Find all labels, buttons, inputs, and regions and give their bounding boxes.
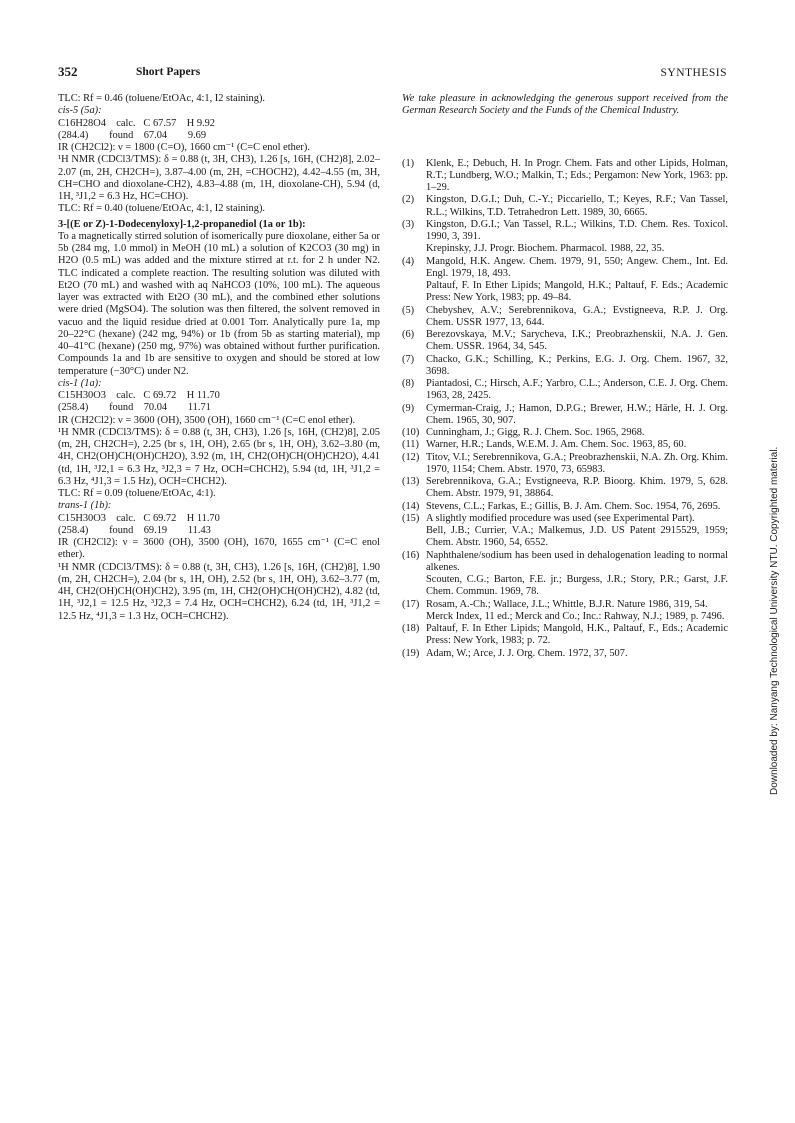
analysis-calc: C15H30O3 calc. C 69.72 H 11.70 xyxy=(58,512,220,524)
ir-line: IR (CH2Cl2): ν = 3600 (OH), 3500 (OH), 1670, 1655 cm⁻¹ (C=C enol ether). xyxy=(58,537,380,561)
nmr-paragraph: ¹H NMR (CDCl3/TMS): δ = 0.88 (t, 3H, CH3), 1.26 [s, 16H, (CH2)8], 1.90 (m, 2H, CH2CH=), 2.04 (br s, 1H, OH), 2.52 (br s, 1H, OH), 3.62–3.77 (m, 4H, CH2(OH)CH(OH)CH2), 3.95 (m, 1H, CH2(OH)CH(OH)CH2), 4.82 (td, 1H, ³J2,1 = 12.5 Hz, ³J2,3 = 7.4 Hz, OCH=CHCH2), 6.24 (td, 1H, ³J1,2 = 12.5 Hz, ⁴J1,3 = 1.3 Hz, OCH=CHCH2). xyxy=(58,561,380,622)
reference-item xyxy=(402,194,728,219)
reference-number: (8) xyxy=(402,378,415,389)
analysis-found: (258.4) found 69.19 11.43 xyxy=(58,524,211,536)
reference-item xyxy=(402,219,728,256)
reference-text: Berezovskaya, M.V.; Sarycheva, I.K.; Preobrazhenskii, N.A. J. Gen. Chem. USSR. 1964, 34, 545. xyxy=(426,329,728,353)
analysis-found: (258.4) found 70.04 11.71 xyxy=(58,402,211,414)
reference-item xyxy=(402,354,728,379)
reference-number: (9) xyxy=(402,402,415,414)
reference-item xyxy=(402,550,728,599)
ir-line: IR (CH2Cl2): ν = 3600 (OH), 3500 (OH), 1660 cm⁻¹ (C=C enol ether). xyxy=(58,414,356,426)
reference-number: (16) xyxy=(402,549,420,561)
reference-number: (5) xyxy=(402,304,415,316)
reference-text: Titov, V.I.; Serebrennikova, G.A.; Preobrazhenskii, N.A. Zh. Org. Khim. 1970, 1154; Chem. Abstr. 1970, 73, 65983. xyxy=(426,451,728,475)
reference-item xyxy=(402,599,728,624)
reference-number: (11) xyxy=(402,439,419,451)
compound-heading: cis-1 (1a): xyxy=(58,377,102,389)
download-watermark xyxy=(769,295,785,795)
reference-text: Cunningham, J.; Gigg, R. J. Chem. Soc. 1965, 2968. xyxy=(426,427,645,438)
reference-number: (12) xyxy=(402,451,420,463)
reference-item xyxy=(402,329,728,354)
reference-item xyxy=(402,158,728,195)
reference-text: Warner, H.R.; Lands, W.E.M. J. Am. Chem. Soc. 1963, 85, 60. xyxy=(426,439,687,451)
acknowledgement: We take pleasure in acknowledging the generous support received from the German Research Society and the Funds of the Chemical Industry. xyxy=(402,93,728,117)
reference-number: (1) xyxy=(402,157,415,169)
reference-text: Kingston, D.G.I.; Van Tassel, R.L.; Wilkins, T.D. Chem. Res. Toxicol. 1990, 3, 391. xyxy=(426,218,728,242)
reference-item xyxy=(402,403,728,428)
tlc-line: TLC: Rf = 0.46 (toluene/EtOAc, 4:1, I2 staining). xyxy=(58,93,266,104)
reference-item xyxy=(402,378,728,403)
reference-list xyxy=(402,158,728,660)
journal-name: SYNTHESIS xyxy=(660,67,727,79)
reference-number: (13) xyxy=(402,476,420,487)
reference-item xyxy=(402,476,728,501)
reference-item xyxy=(402,305,728,330)
reference-text: Mangold, H.K. Angew. Chem. 1979, 91, 550; Angew. Chem., Int. Ed. Engl. 1979, 18, 493. xyxy=(426,255,728,279)
reference-item xyxy=(402,501,728,513)
reference-text: Bell, J.B.; Currier, V.A.; Malkemus, J.D. US Patent 2915529, 1959; Chem. Abstr. 1960, 54, 6552. xyxy=(426,525,728,549)
procedure-paragraph: To a magnetically stirred solution of isomerically pure dioxolane, either 5a or 5b (284 mg, 1.0 mmol) in MeOH (10 mL) a solution of K2CO3 (30 mg) in H2O (0.5 mL) was added and the mixture stirred at r.t. for 2 h under N2. TLC indicated a complete reaction. The resulting solution was diluted with Et2O (70 mL) and washed with aq NaHCO3 (10%, 100 mL). The aqueous layer was extracted with Et2O (30 mL), and the combined ether solutions were dried (MgSO4). The solution was then filtered, the solvent removed in vacuo and the liquid residue dried at 0.001 Torr. Analytically pure 1a, mp 20–22°C (hexane) (242 mg, 94%) or 1b (from 5b as starting material), mp 40–41°C (hexane) (250 mg, 97%) was obtained without further purification. Compounds 1a and 1b are sensitive to oxygen and should be stored at low temperature (−30°C) under N2. xyxy=(58,230,380,377)
compound-heading: trans-1 (1b): xyxy=(58,500,112,512)
analysis-found: (284.4) found 67.04 9.69 xyxy=(58,129,207,141)
ir-line: IR (CH2Cl2): ν = 1800 (C=O), 1660 cm⁻¹ (C=C enol ether). xyxy=(58,142,310,153)
reference-text: Chebyshev, A.V.; Serebrennikova, G.A.; Evstigneeva, R.P. J. Org. Chem. USSR 1977, 13, 644. xyxy=(426,304,728,328)
reference-item xyxy=(402,427,728,439)
reference-item xyxy=(402,452,728,477)
reference-text: A slightly modified procedure was used (see Experimental Part). xyxy=(426,512,695,524)
reference-item xyxy=(402,439,728,451)
reference-text: Adam, W.; Arce, J. J. Org. Chem. 1972, 37, 507. xyxy=(426,647,628,659)
reference-text: Paltauf, F. In Ether Lipids; Mangold, H.K.; Paltauf, F. Eds.; Academic Press: New York, 1983; pp. 49–84. xyxy=(426,280,728,304)
reference-number: (4) xyxy=(402,255,415,267)
reference-text: Kingston, D.G.I.; Duh, C.-Y.; Piccariello, T.; Keyes, R.F.; Van Tassel, R.L.; Wilkins, T.D. Tetrahedron Lett. 1989, 30, 6665. xyxy=(426,194,728,218)
tlc-line: TLC: Rf = 0.40 (toluene/EtOAc, 4:1, I2 staining). xyxy=(58,203,266,215)
reference-number: (15) xyxy=(402,512,420,524)
reference-item xyxy=(402,648,728,660)
reference-text: Cymerman-Craig, J.; Hamon, D.P.G.; Brewer, H.W.; Härle, H. J. Org. Chem. 1965, 30, 907. xyxy=(426,402,728,426)
reference-text: Rosam, A.-Ch.; Wallace, J.L.; Whittle, B.J.R. Nature 1986, 319, 54. xyxy=(426,598,708,610)
reference-number: (19) xyxy=(402,647,420,659)
reference-text: Naphthalene/sodium has been used in dehalogenation leading to normal alkenes. xyxy=(426,549,728,573)
analysis-calc: C16H28O4 calc. C 67.57 H 9.92 xyxy=(58,117,216,129)
reference-number: (14) xyxy=(402,500,420,512)
reference-number: (3) xyxy=(402,218,415,230)
nmr-paragraph: ¹H NMR (CDCl3/TMS): δ = 0.88 (t, 3H, CH3), 1.26 [s, 16H, (CH2)8], 2.02–2.07 (m, 2H, CH2CH=), 3.87–4.00 (m, 2H, =CHOCH2), 4.42–4.55 (m, 3H, CH=CHO and dioxolane-CH2), 4.83–4.88 (m, 1H, dioxolane-CH), 5.94 (d, 1H, ³J1,2 = 6.3 Hz, HC=CHO). xyxy=(58,154,380,202)
reference-text: Stevens, C.L.; Farkas, E.; Gillis, B. J. Am. Chem. Soc. 1954, 76, 2695. xyxy=(426,500,721,512)
nmr-paragraph: ¹H NMR (CDCl3/TMS): δ = 0.88 (t, 3H, CH3), 1.26 [s, 16H, (CH2)8], 2.05 (m, 2H, CH2CH=), 2.25 (br s, 1H, OH), 2.65 (br s, 1H, OH), 3.62–3.80 (m, 4H, CH2(OH)CH(OH)CH2O), 3.92 (m, 1H, CH2(OH)CH(OH)CH2O), 4.41 (td, 1H, ³J2,1 = 6.3 Hz, ³J2,3 = 7 Hz, OCH=CHCH2), 5.94 (td, 1H, ³J1,2 = 6.3 Hz, ⁴J1,3 = 1.5 Hz), OCH=CHCH2). xyxy=(58,426,380,487)
reference-number: (18) xyxy=(402,623,420,634)
reference-number: (6) xyxy=(402,329,415,340)
reference-item xyxy=(402,513,728,550)
analysis-calc: C15H30O3 calc. C 69.72 H 11.70 xyxy=(58,390,220,401)
reference-item xyxy=(402,256,728,305)
section-heading: 3-[(E or Z)-1-Dodecenyloxy]-1,2-propanediol (1a or 1b): xyxy=(58,218,306,230)
reference-text: Merck Index, 11 ed.; Merck and Co.; Inc.: Rahway, N.J.; 1989, p. 7496. xyxy=(426,610,725,622)
reference-text: Klenk, E.; Debuch, H. In Progr. Chem. Fats and other Lipids, Holman, R.T.; Lundberg, W.O.; Malkin, T.; Eds.; Pergamon: New York, 1963: pp. 1–29. xyxy=(426,157,728,193)
right-column xyxy=(402,93,728,660)
reference-number: (7) xyxy=(402,353,415,365)
reference-number: (17) xyxy=(402,598,420,610)
left-column xyxy=(58,93,380,623)
compound-heading: cis-5 (5a): xyxy=(58,105,102,117)
reference-number: (2) xyxy=(402,194,415,206)
reference-text: Krepinsky, J.J. Progr. Biochem. Pharmacol. 1988, 22, 35. xyxy=(426,243,665,255)
reference-text: Chacko, G.K.; Schilling, K.; Perkins, E.G. J. Org. Chem. 1967, 32, 3698. xyxy=(426,353,728,377)
page-number: 352 xyxy=(58,64,78,79)
reference-number: (10) xyxy=(402,427,420,438)
reference-text: Piantadosi, C.; Hirsch, A.F.; Yarbro, C.L.; Anderson, C.E. J. Org. Chem. 1963, 28, 2425. xyxy=(426,378,728,402)
download-notice: Downloaded by: Nanyang Technological University NTU. Copyrighted material. xyxy=(769,446,780,795)
reference-text: Serebrennikova, G.A.; Evstigneeva, R.P. Bioorg. Khim. 1979, 5, 628. Chem. Abstr. 1979, 91, 38864. xyxy=(426,476,728,500)
section-title: Short Papers xyxy=(136,66,201,78)
reference-text: Paltauf, F. In Ether Lipids; Mangold, H.K., Paltauf, F., Eds.; Academic Press: New York, 1983; p. 72. xyxy=(426,623,728,647)
tlc-line: TLC: Rf = 0.09 (toluene/EtOAc, 4:1). xyxy=(58,488,216,499)
reference-item xyxy=(402,623,728,648)
reference-text: Scouten, C.G.; Barton, F.E. jr.; Burgess, J.R.; Story, P.R.; Garst, J.F. Chem. Commun. 1969, 78. xyxy=(426,574,728,598)
